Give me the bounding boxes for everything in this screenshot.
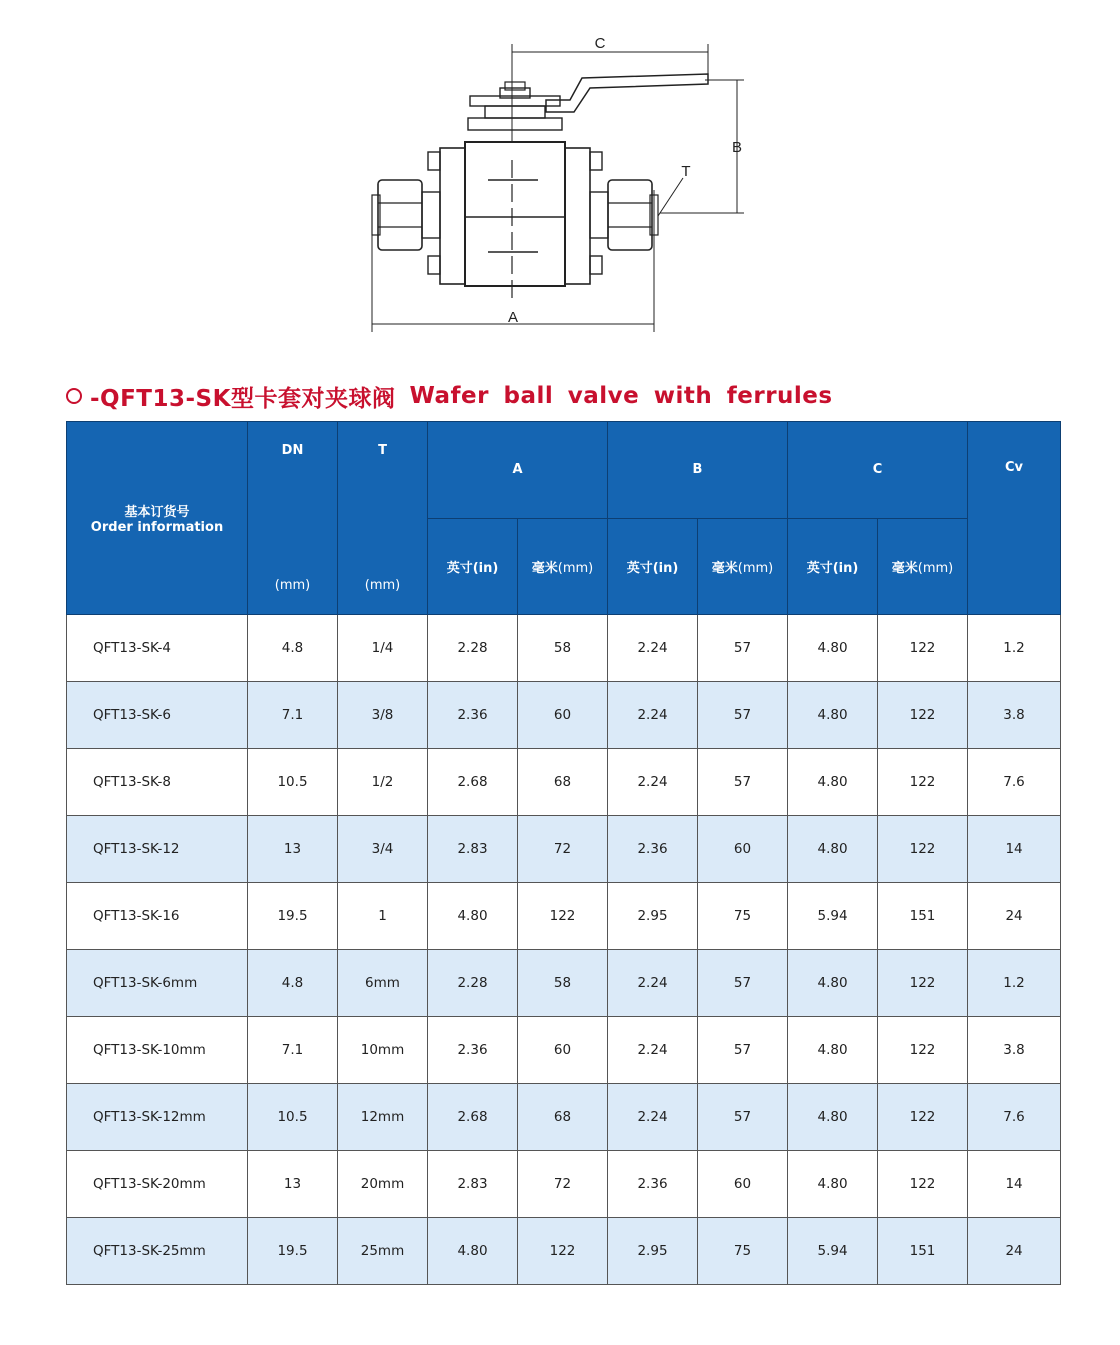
cell-c-inch: 4.80 [788, 950, 878, 1017]
cell-b-inch: 2.24 [608, 615, 698, 682]
cell-a-mm: 58 [518, 950, 608, 1017]
cell-a-inch: 2.28 [428, 950, 518, 1017]
dim-label-t: T [681, 163, 691, 180]
title-chinese: -QFT13-SK型卡套对夹球阀 [90, 385, 396, 412]
cell-cv: 24 [968, 1218, 1061, 1285]
spec-table [66, 421, 1061, 1285]
cell-dn: 7.1 [248, 682, 338, 749]
valve-diagram [360, 30, 760, 340]
mm-label: 毫米 [891, 560, 918, 576]
cell-a-mm: 122 [518, 883, 608, 950]
cell-c-mm: 122 [878, 615, 968, 682]
cell-cv: 14 [968, 816, 1061, 883]
header-order [67, 422, 248, 615]
cell-a-mm: 122 [518, 1218, 608, 1285]
mm-label: 毫米 [531, 560, 558, 576]
table-row [67, 816, 1061, 883]
cell-t: 1/4 [338, 615, 428, 682]
cell-dn: 13 [248, 816, 338, 883]
cell-t: 6mm [338, 950, 428, 1017]
cell-cv: 3.8 [968, 682, 1061, 749]
cell-b-mm: 60 [698, 1151, 788, 1218]
header-b-mm [698, 518, 788, 615]
cell-t: 20mm [338, 1151, 428, 1218]
table-row [67, 682, 1061, 749]
cell-b-mm: 75 [698, 1218, 788, 1285]
cell-c-mm: 122 [878, 682, 968, 749]
header-c-inch [788, 518, 878, 615]
cell-b-inch: 2.95 [608, 883, 698, 950]
table-row [67, 950, 1061, 1017]
mm-unit: (mm) [557, 560, 594, 576]
cell-t: 12mm [338, 1084, 428, 1151]
cell-c-inch: 4.80 [788, 615, 878, 682]
cell-c-mm: 122 [878, 950, 968, 1017]
mm-unit: (mm) [737, 560, 774, 576]
cell-c-mm: 151 [878, 1218, 968, 1285]
circle-bullet-icon [66, 388, 82, 404]
cell-dn: 7.1 [248, 1017, 338, 1084]
header-order-en: Order information [90, 520, 224, 535]
table-row [67, 1084, 1061, 1151]
cell-a-inch: 2.28 [428, 615, 518, 682]
header-cv [968, 422, 1061, 615]
cell-c-inch: 5.94 [788, 1218, 878, 1285]
table-row [67, 883, 1061, 950]
cell-cv: 3.8 [968, 1017, 1061, 1084]
cell-a-inch: 4.80 [428, 1218, 518, 1285]
cell-dn: 4.8 [248, 615, 338, 682]
cell-a-mm: 72 [518, 1151, 608, 1218]
cell-dn: 13 [248, 1151, 338, 1218]
cell-b-mm: 75 [698, 883, 788, 950]
cell-a-mm: 58 [518, 615, 608, 682]
dim-label-c: C [594, 35, 606, 52]
cell-dn: 19.5 [248, 883, 338, 950]
header-t-unit: (mm) [364, 578, 401, 593]
cell-a-inch: 2.68 [428, 749, 518, 816]
cell-a-inch: 2.36 [428, 682, 518, 749]
cell-cv: 7.6 [968, 1084, 1061, 1151]
cell-c-inch: 4.80 [788, 1084, 878, 1151]
cell-cv: 1.2 [968, 950, 1061, 1017]
cell-order: QFT13-SK-20mm [67, 1151, 248, 1218]
cell-a-mm: 68 [518, 1084, 608, 1151]
cell-c-mm: 122 [878, 816, 968, 883]
cell-order: QFT13-SK-12mm [67, 1084, 248, 1151]
mm-label: 毫米 [711, 560, 738, 576]
table-row [67, 1151, 1061, 1218]
cell-a-inch: 2.68 [428, 1084, 518, 1151]
page-title [66, 378, 833, 414]
inch-label: 英寸 [626, 560, 653, 576]
table-row [67, 749, 1061, 816]
cell-cv: 24 [968, 883, 1061, 950]
cell-b-inch: 2.24 [608, 749, 698, 816]
header-dn-unit: (mm) [274, 578, 311, 593]
header-c: C [788, 422, 968, 519]
cell-t: 25mm [338, 1218, 428, 1285]
cell-b-inch: 2.95 [608, 1218, 698, 1285]
cell-a-mm: 72 [518, 816, 608, 883]
cell-c-inch: 4.80 [788, 1151, 878, 1218]
cell-cv: 7.6 [968, 749, 1061, 816]
cell-t: 3/8 [338, 682, 428, 749]
header-t [338, 422, 428, 615]
header-order-cn: 基本订货号 [124, 505, 190, 520]
cell-order: QFT13-SK-6 [67, 682, 248, 749]
table-row [67, 1017, 1061, 1084]
header-b-inch [608, 518, 698, 615]
cell-b-mm: 57 [698, 749, 788, 816]
table-row [67, 1218, 1061, 1285]
cell-b-mm: 57 [698, 950, 788, 1017]
table-row [67, 615, 1061, 682]
cell-t: 1 [338, 883, 428, 950]
cell-b-inch: 2.36 [608, 1151, 698, 1218]
cell-c-mm: 122 [878, 1017, 968, 1084]
cell-b-mm: 57 [698, 1084, 788, 1151]
header-t-label: T [378, 443, 387, 458]
cell-cv: 14 [968, 1151, 1061, 1218]
cell-b-inch: 2.24 [608, 950, 698, 1017]
cell-dn: 10.5 [248, 1084, 338, 1151]
cell-a-inch: 2.83 [428, 816, 518, 883]
cell-b-inch: 2.36 [608, 816, 698, 883]
cell-t: 10mm [338, 1017, 428, 1084]
cell-c-inch: 4.80 [788, 682, 878, 749]
inch-label: 英寸 [446, 560, 473, 576]
dim-label-b: B [731, 139, 743, 156]
cell-c-inch: 4.80 [788, 749, 878, 816]
cell-t: 3/4 [338, 816, 428, 883]
mm-unit: (mm) [917, 560, 954, 576]
cell-b-inch: 2.24 [608, 682, 698, 749]
cell-a-inch: 4.80 [428, 883, 518, 950]
inch-unit: (in) [832, 560, 859, 576]
cell-order: QFT13-SK-10mm [67, 1017, 248, 1084]
header-b: B [608, 422, 788, 519]
cell-c-mm: 122 [878, 749, 968, 816]
cell-c-inch: 4.80 [788, 1017, 878, 1084]
header-dn-label: DN [281, 443, 304, 458]
cell-b-mm: 57 [698, 615, 788, 682]
cell-dn: 4.8 [248, 950, 338, 1017]
header-dn [248, 422, 338, 615]
cell-c-inch: 5.94 [788, 883, 878, 950]
dim-label-a: A [507, 309, 519, 326]
inch-label: 英寸 [806, 560, 833, 576]
cell-order: QFT13-SK-12 [67, 816, 248, 883]
cell-order: QFT13-SK-16 [67, 883, 248, 950]
header-a-mm [518, 518, 608, 615]
cell-c-inch: 4.80 [788, 816, 878, 883]
cell-c-mm: 122 [878, 1151, 968, 1218]
cell-a-mm: 60 [518, 1017, 608, 1084]
header-cv-label: Cv [1005, 460, 1024, 475]
inch-unit: (in) [472, 560, 499, 576]
cell-b-mm: 60 [698, 816, 788, 883]
cell-a-mm: 68 [518, 749, 608, 816]
cell-t: 1/2 [338, 749, 428, 816]
cell-dn: 19.5 [248, 1218, 338, 1285]
cell-order: QFT13-SK-25mm [67, 1218, 248, 1285]
cell-dn: 10.5 [248, 749, 338, 816]
cell-order: QFT13-SK-8 [67, 749, 248, 816]
table-body [67, 615, 1061, 1285]
cell-a-inch: 2.36 [428, 1017, 518, 1084]
cell-b-inch: 2.24 [608, 1017, 698, 1084]
cell-c-mm: 151 [878, 883, 968, 950]
header-a-inch [428, 518, 518, 615]
header-a: A [428, 422, 608, 519]
inch-unit: (in) [652, 560, 679, 576]
cell-a-inch: 2.83 [428, 1151, 518, 1218]
header-c-mm [878, 518, 968, 615]
cell-c-mm: 122 [878, 1084, 968, 1151]
cell-b-inch: 2.24 [608, 1084, 698, 1151]
cell-cv: 1.2 [968, 615, 1061, 682]
cell-b-mm: 57 [698, 1017, 788, 1084]
title-english: Wafer ball valve with ferrules [409, 383, 833, 409]
cell-order: QFT13-SK-4 [67, 615, 248, 682]
cell-order: QFT13-SK-6mm [67, 950, 248, 1017]
cell-a-mm: 60 [518, 682, 608, 749]
table-header [67, 422, 1061, 615]
cell-b-mm: 57 [698, 682, 788, 749]
